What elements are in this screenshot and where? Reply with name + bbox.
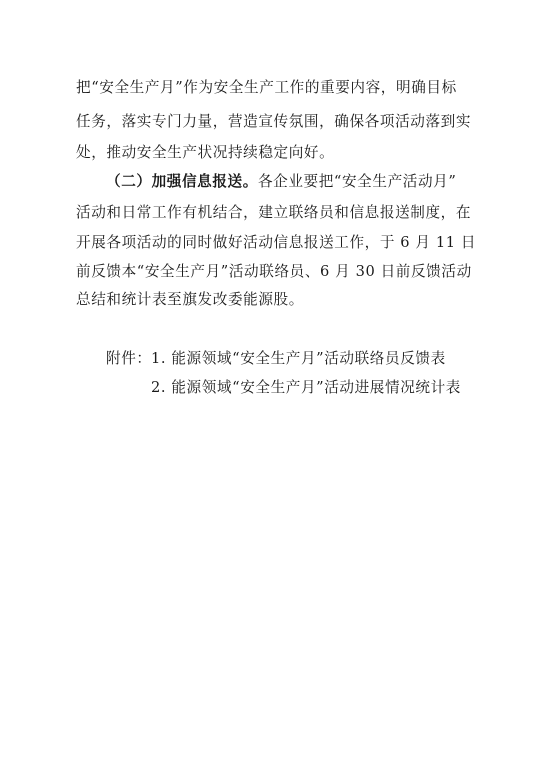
paragraph-2-line-3: 开展各项活动的同时做好活动信息报送工作，于 6 月 11 日 — [76, 234, 477, 251]
paragraph-2-line-5: 总结和统计表至旗发改委能源股。 — [76, 291, 304, 308]
paragraph-1-line-3: 处，推动安全生产状况持续稳定向好。 — [76, 144, 335, 161]
attachment-item-1: 1. 能源领域“安全生产月”活动联络员反馈表 — [151, 350, 446, 367]
paragraph-1-line-1: 把“安全生产月”作为安全生产工作的重要内容，明确目标 — [76, 79, 457, 96]
attachments-label: 附件： — [106, 350, 152, 367]
attachment-item-2: 2. 能源领域“安全生产月”活动进展情况统计表 — [151, 379, 461, 396]
paragraph-2-line-1-rest: 各企业要把“安全生产活动月” — [257, 173, 457, 190]
paragraph-2-line-4: 前反馈本“安全生产月”活动联络员、6 月 30 日前反馈活动 — [76, 263, 472, 280]
section-heading: （二）加强信息报送。 — [106, 173, 258, 190]
paragraph-1-line-2: 任务，落实专门力量，营造宣传氛围，确保各项活动落到实 — [76, 113, 472, 130]
paragraph-2-line-2: 活动和日常工作有机结合，建立联络员和信息报送制度，在 — [76, 204, 472, 221]
paragraph-2-line-1 — [106, 172, 456, 192]
